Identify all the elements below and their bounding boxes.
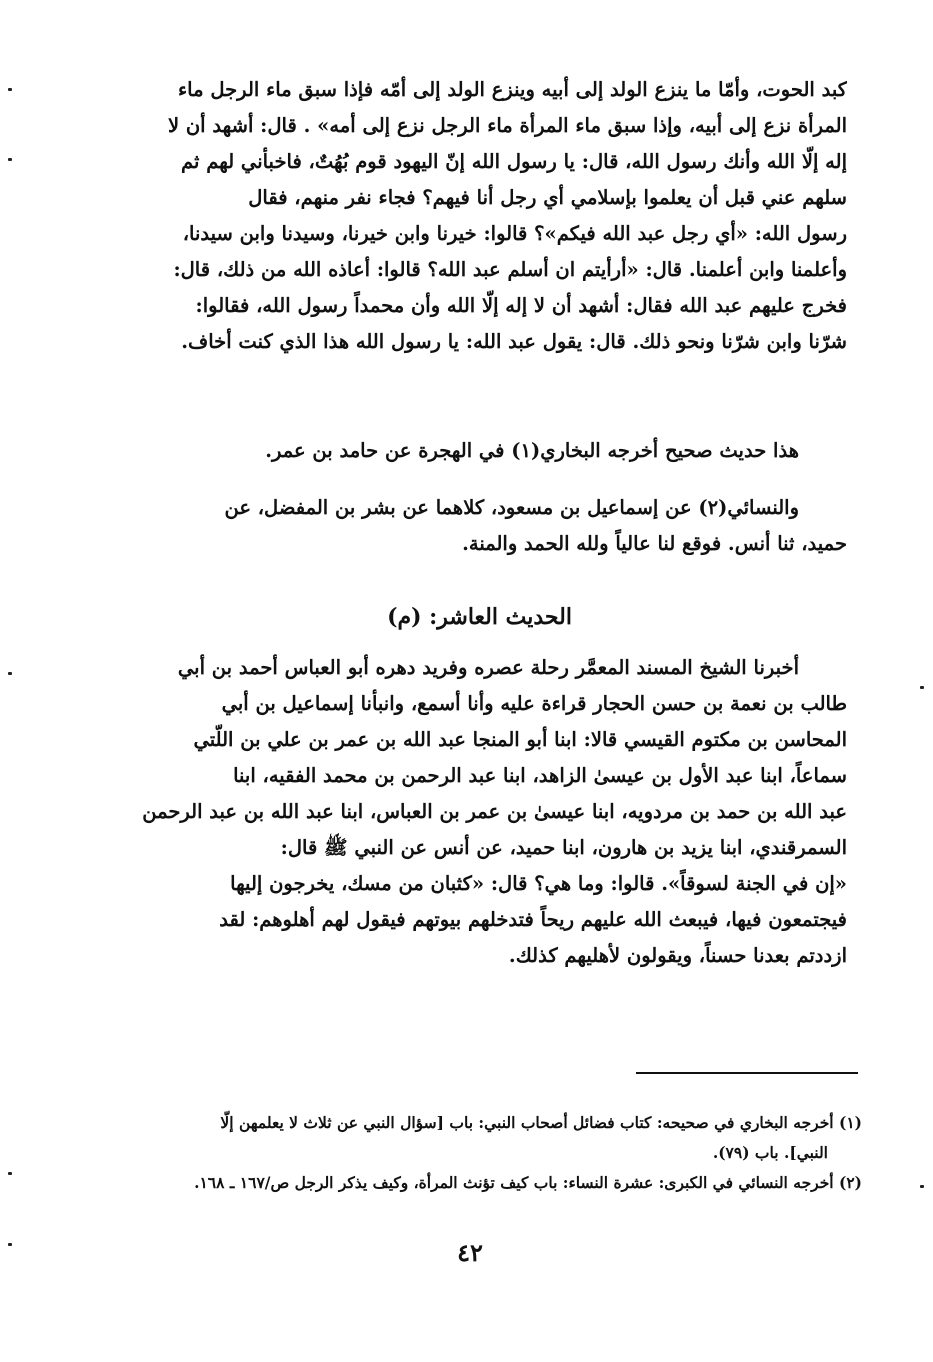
text-line: شرّنا وابن شرّنا ونحو ذلك. قال: يقول عبد الله: يا رسول الله هذا الذي كنت أخاف. (181, 330, 847, 353)
text-line: سلهم عني قبل أن يعلموا بإسلامي أي رجل أنا فيهم؟ فجاء نفر منهم، فقال (248, 186, 847, 209)
footnote-separator (636, 1072, 858, 1074)
text-line: المرأة نزع إلى أبيه، وإذا سبق ماء المرأة ماء الرجل نزع إلى أمه» . قال: أشهد أن لا (167, 114, 847, 137)
text-line: سماعاً، ابنا عبد الأول بن عيسىٰ الزاهد، ابنا عبد الرحمن بن محمد الفقيه، ابنا (233, 764, 847, 787)
scan-speck (920, 686, 924, 689)
text-line: إله إلّا الله وأنك رسول الله، قال: يا رسول الله إنّ اليهود قوم بُهُتٌ، فاخبأني لهم ثم (181, 150, 847, 173)
scan-speck (8, 88, 12, 91)
text-line: ازددتم بعدنا حسناً، ويقولون لأهليهم كذلك. (508, 944, 847, 967)
footnote-1-continued: النبي]. باب (٧٩). (712, 1143, 828, 1162)
text-line: حميد، ثنا أنس. فوقع لنا عالياً ولله الحمد والمنة. (462, 532, 847, 555)
footnote-1: (١) أخرجه البخاري في صحيحه: كتاب فضائل أصحاب النبي: باب [سؤال النبي عن ثلاث لا يعلمهن إلّا (220, 1113, 862, 1132)
text-line: والنسائي(٢) عن إسماعيل بن مسعود، كلاهما عن بشر بن المفضل، عن (224, 496, 799, 519)
text-line: فيجتمعون فيها، فيبعث الله عليهم ريحاً فتدخلهم بيوتهم فيقول لهم أهلوهم: لقد (219, 908, 847, 931)
paragraph-3 (112, 490, 847, 562)
text-line: كبد الحوت، وأمّا ما ينزع الولد إلى أبيه وينزع الولد إلى أمّه فإذا سبق ماء الرجل ماء (178, 78, 847, 101)
scan-speck (8, 1172, 12, 1175)
scan-speck (8, 158, 12, 161)
text-line: السمرقندي، ابنا يزيد بن هارون، ابنا حميد، عن أنس عن النبي ﷺ قال: (280, 836, 847, 859)
paragraph-2 (112, 433, 847, 469)
text-line: وأعلمنا وابن أعلمنا. قال: «أرأيتم ان أسلم عبد الله؟ قالوا: أعاذه الله من ذلك، قال: (173, 258, 847, 281)
text-line: طالب بن نعمة بن حسن الحجار قراءة عليه وأنا أسمع، وانبأنا إسماعيل بن أبي (221, 692, 847, 715)
footnotes (112, 1108, 862, 1198)
text-line: أخبرنا الشيخ المسند المعمَّر رحلة عصره وفريد دهره أبو العباس أحمد بن أبي (177, 656, 799, 679)
text-line: عبد الله بن حمد بن مردويه، ابنا عيسىٰ بن عمر بن العباس، ابنا عبد الله بن عبد الرحمن (142, 800, 847, 823)
paragraph-4 (112, 650, 847, 974)
text-line: فخرج عليهم عبد الله فقال: أشهد أن لا إله إلّا الله وأن محمداً رسول الله، فقالوا: (195, 294, 847, 317)
page-number: ٤٢ (457, 1238, 483, 1267)
text-line: رسول الله: «أي رجل عبد الله فيكم»؟ قالوا: خيرنا وابن خيرنا، وسيدنا وابن سيدنا، (182, 222, 847, 245)
text-line: «إن في الجنة لسوقاً». قالوا: وما هي؟ قال: «كثبان من مسك، يخرجون إليها (230, 872, 847, 895)
scan-speck (8, 1243, 12, 1246)
footnote-2: (٢) أخرجه النسائي في الكبرى: عشرة النساء: باب كيف تؤنث المرأة، وكيف يذكر الرجل ص/١٦٧ ـ ١٦٨. (194, 1173, 862, 1192)
text-line: هذا حديث صحيح أخرجه البخاري(١) في الهجرة عن حامد بن عمر. (265, 439, 799, 462)
scan-speck (8, 672, 12, 675)
scan-speck (920, 1185, 924, 1188)
paragraph-1 (112, 72, 847, 360)
section-heading: الحديث العاشر: (م) (387, 604, 572, 630)
text-line: المحاسن بن مكتوم القيسي قالا: ابنا أبو المنجا عبد الله بن عمر بن علي بن اللّتي (193, 728, 847, 751)
